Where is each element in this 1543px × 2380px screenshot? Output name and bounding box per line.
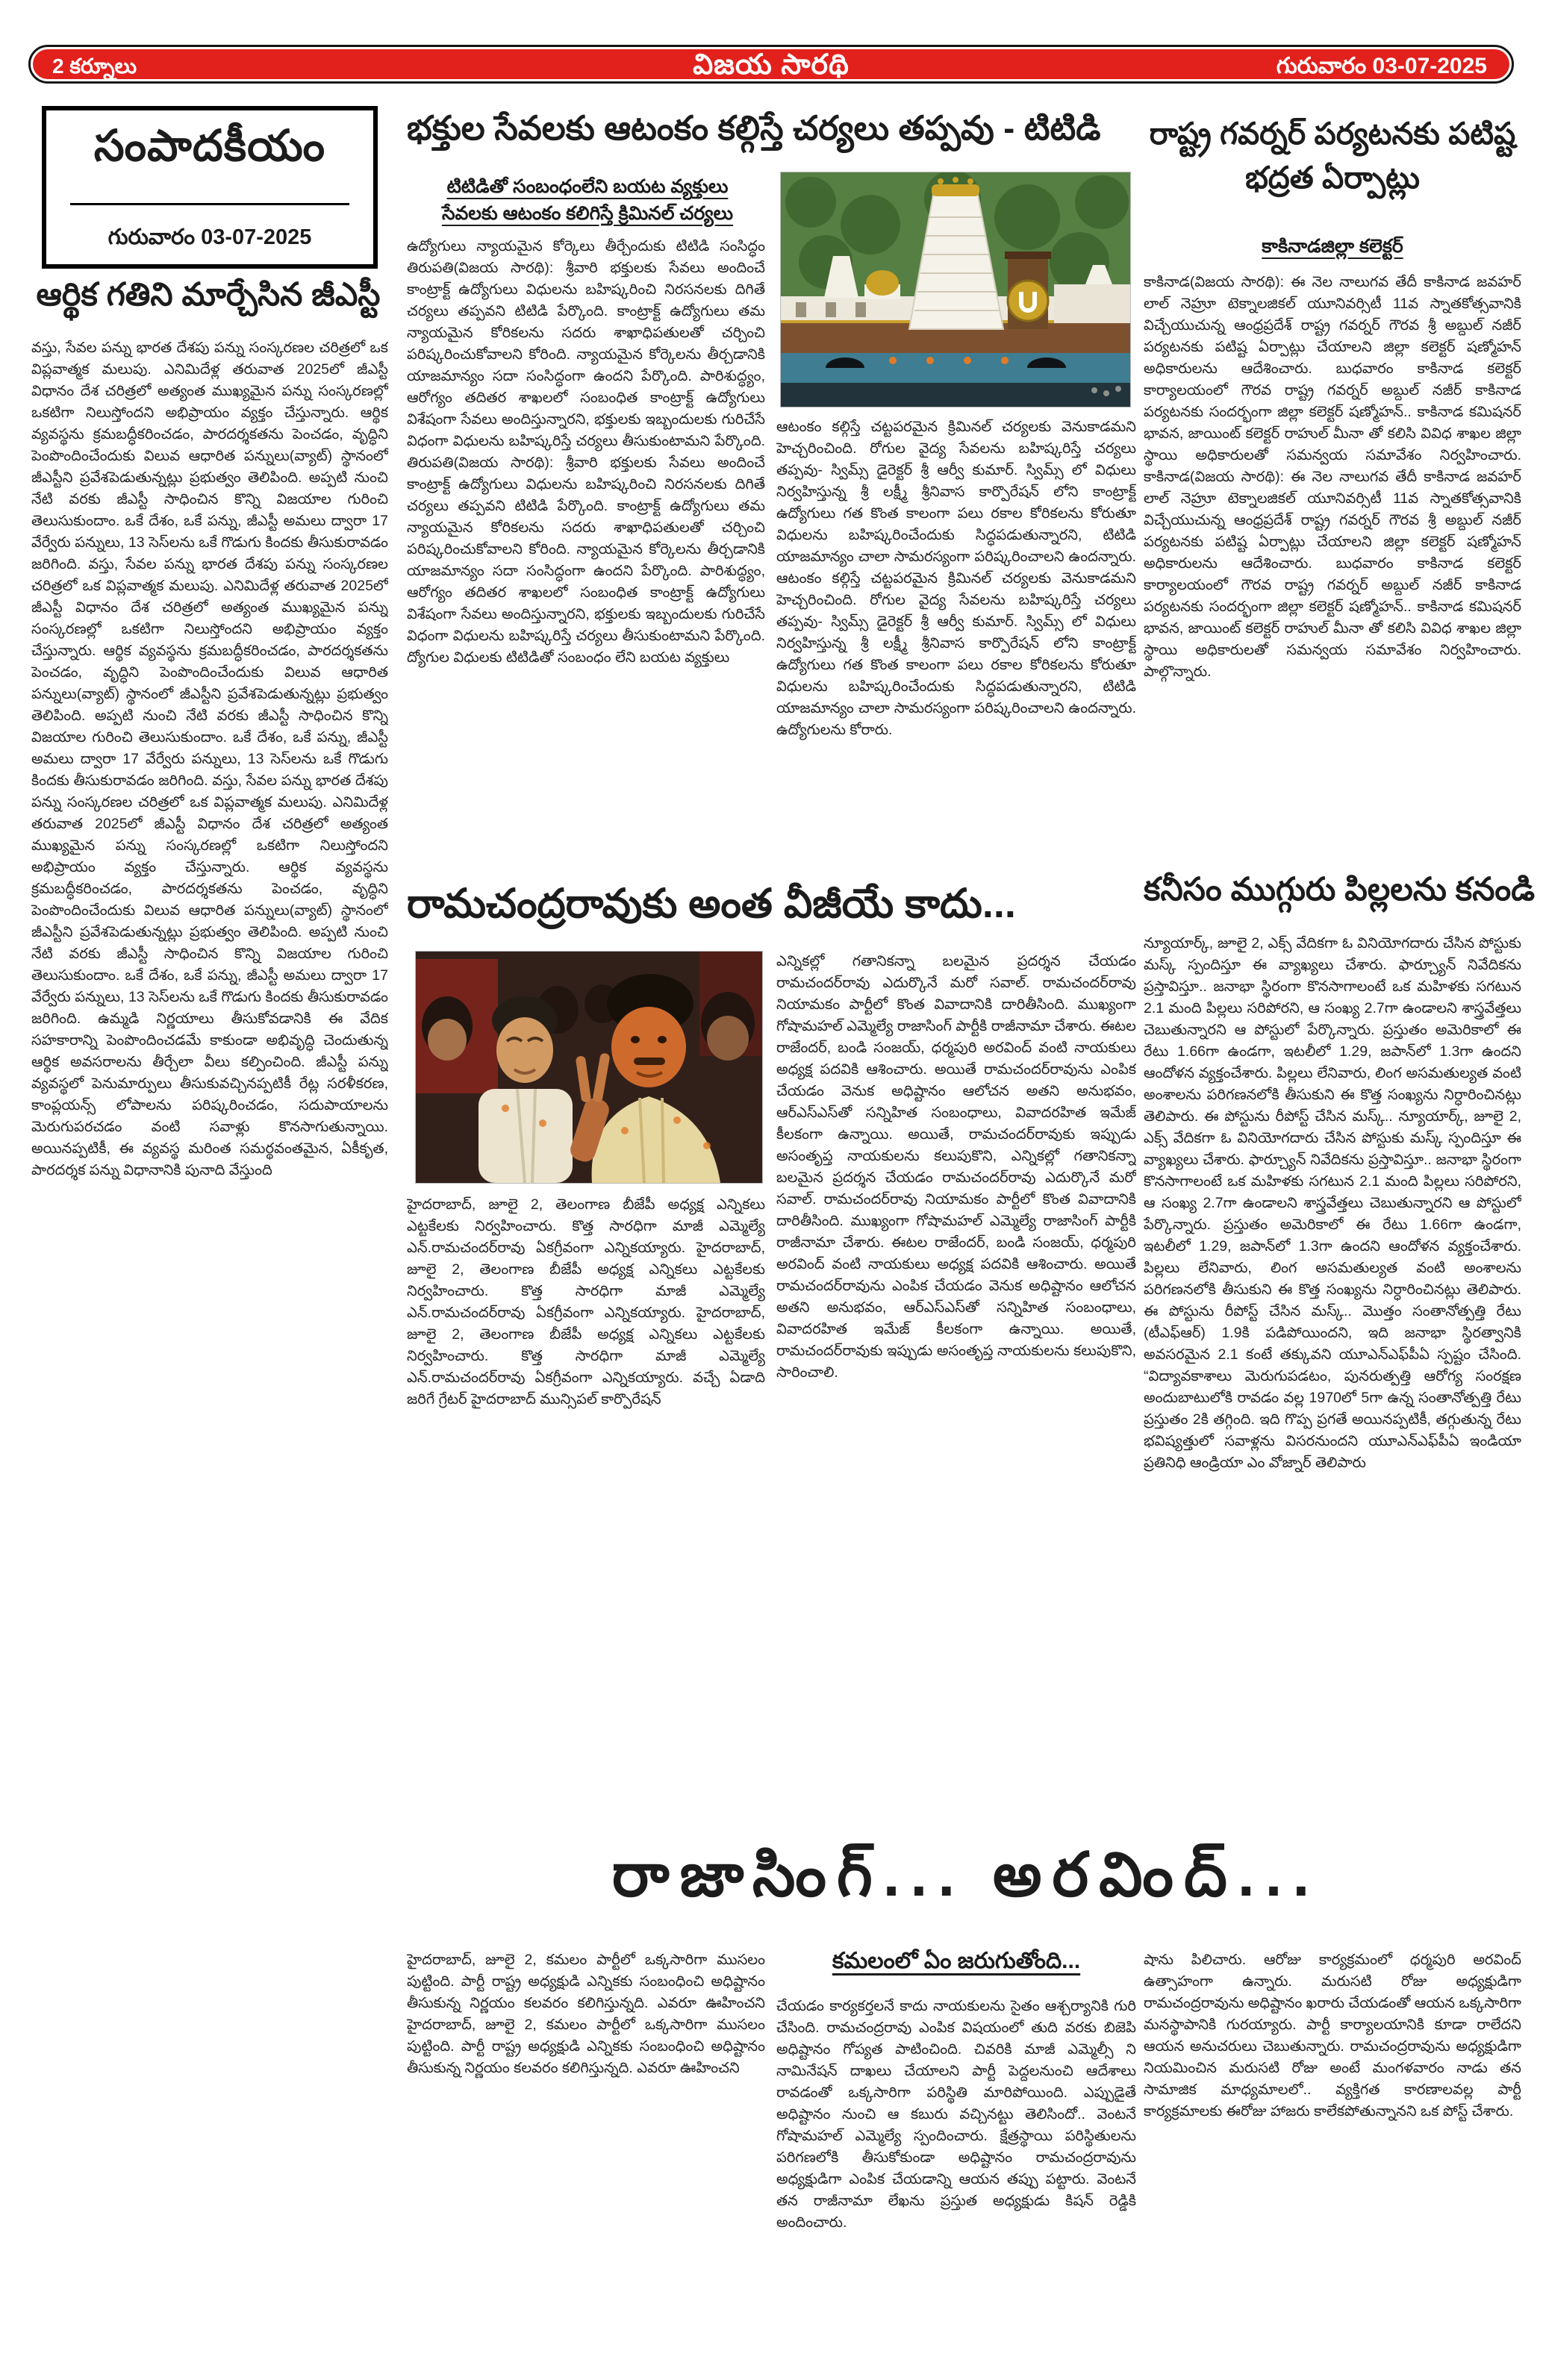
masthead-date: గురువారం 03-07-2025	[1276, 53, 1487, 78]
editorial-box-date: గురువారం 03-07-2025	[107, 225, 312, 249]
masthead-inner	[33, 49, 1509, 79]
children-article-headline: కనీసం ముగ్గురు పిల్లలను కనండి	[1144, 872, 1536, 908]
editorial-body-ending: ఉమ్మడి నిర్ణయాలు తీసుకోవడానికి ఈ వేదిక సహకారాన్ని పెంపొందించడమే కాకుండా అభివృద్ధి చెందుతున్న ఆర్థిక అవసరాలను తీర్చేలా వీలు కల్పించింది. జీఎస్టీ పన్ను వ్యవస్థలో పెనుమార్పులు తీసుకువచ్చినప్పటికీ రేట్ల సరళీకరణ, కాంప్లయన్స్ లోపాలను పరిష్కరించడం, సదుపాయాలను మెరుగుపరచడం వంటి సవాళ్లు కొనసాగుతున్నాయి. అయినప్పటికీ, ఈ వ్యవస్థ మరింత సమర్థవంతమైన, ఏకీకృత, పారదర్శక పన్ను విధానానికి పునాది వేస్తుంది	[31, 1011, 388, 1178]
ramchander-body-column-1	[407, 1194, 765, 1833]
bjp-leaders-photo	[415, 951, 763, 1184]
editorial-box	[42, 106, 378, 269]
children-body-text: న్యూయార్క్, జూలై 2, ఎక్స్ వేదికగా ఓ వినియోగదారు చేసిన పోస్టుకు మస్క్ స్పందిస్తూ ఈ వ్యాఖ్యలు చేశారు. ఫార్చ్యూన్ నివేదికను ప్రస్తావిస్తూ.. జనాభా స్థిరంగా కొనసాగాలంటే ఒక మహిళకు సగటున 2.1 మంది పిల్లలు సరిపోరని, ఆ సంఖ్య 2.7గా ఉండాలని శాస్త్రవేత్తలు చెబుతున్నారని ఆ పోస్టులో పేర్కొన్నారు. ప్రస్తుతం అమెరికాలో ఈ రేటు 1.66గా ఉండగా, ఇటలీలో 1.29, జపాన్‌లో 1.3గా ఉందని ఆందోళన వ్యక్తంచేశారు. పిల్లలు లేనివారు, లింగ అసమతుల్యత వంటి అంశాలను పరిగణనలోకి తీసుకుని ఈ కొత్త సంఖ్యను నిర్ధారించినట్లు తెలిపారు. ఈ పోస్టును రీపోస్ట్ చేసిన మస్క్.. న్యూయార్క్, జూలై 2, ఎక్స్ వేదికగా ఓ వినియోగదారు చేసిన పోస్టుకు మస్క్ స్పందిస్తూ ఈ వ్యాఖ్యలు చేశారు. ఫార్చ్యూన్ నివేదికను ప్రస్తావిస్తూ.. జనాభా స్థిరంగా కొనసాగాలంటే ఒక మహిళకు సగటున 2.1 మంది పిల్లలు సరిపోరని, ఆ సంఖ్య 2.7గా ఉండాలని శాస్త్రవేత్తలు చెబుతున్నారని ఆ పోస్టులో పేర్కొన్నారు. ప్రస్తుతం అమెరికాలో ఈ రేటు 1.66గా ఉండగా, ఇటలీలో 1.29, జపాన్‌లో 1.3గా ఉందని ఆందోళన వ్యక్తంచేశారు. పిల్లలు లేనివారు, లింగ అసమతుల్యత వంటి అంశాలను పరిగణనలోకి తీసుకుని ఈ కొత్త సంఖ్యను నిర్ధారించినట్లు తెలిపారు. ఈ పోస్టును రీపోస్ట్ చేసిన మస్క్..	[1144, 935, 1521, 1319]
rajasingh-body-column-3	[1144, 1949, 1521, 2358]
ttd-deck-line-1: టిటిడితో సంబంధంలేని బయట వ్యక్తులు	[446, 176, 729, 197]
editorial-body	[31, 337, 388, 2352]
rajasingh-col1-text: హైదరాబాద్, జూలై 2, కమలం పార్టీలో ఒక్కసారిగా ముసలం పుట్టింది. పార్టీ రాష్ట్ర అధ్యక్షుడి ఎన్నికకు సంబంధించి అధిష్టానం తీసుకున్న నిర్ణయం కలవరం కలిగిస్తున్నది. ఎవరూ ఊహించని హైదరాబాద్, జూలై 2, కమలం పార్టీలో ఒక్కసారిగా ముసలం పుట్టింది. పార్టీ రాష్ట్ర అధ్యక్షుడి ఎన్నికకు సంబంధించి అధిష్టానం తీసుకున్న నిర్ణయం కలవరం కలిగిస్తున్నది. ఎవరూ ఊహించని	[407, 1952, 765, 2076]
ttd-body-col1-text: తిరుపతి(విజయ సారథి): శ్రీవారి భక్తులకు సేవలు అందించే కాంట్రాక్ట్ ఉద్యోగులు విధులను బహిష్కరించి నిరసనలకు దిగితే చర్యలు తప్పవని టిటిడి పేర్కొంది. కాంట్రాక్ట్ ఉద్యోగులు తమ న్యాయమైన కోరికలను సదరు శాఖాధిపతులతో చర్చించి పరిష్కరించుకోవాలని కోరింది. న్యాయమైన కోర్కెలను తీర్చడానికి యాజమాన్యం సదా సంసిద్ధంగా ఉందని పేర్కొంది. పారిశుద్ధ్యం, ఆరోగ్యం తదితర శాఖలలో సంబంధిత కాంట్రాక్ట్ ఉద్యోగులు విశేషంగా సేవలు అందిస్తున్నారని, భక్తులకు ఇబ్బందులకు గురిచేసే విధంగా విధులను బహిష్కరిస్తే చర్యలు తీసుకుంటామని పేర్కొంది. తిరుపతి(విజయ సారథి): శ్రీవారి భక్తులకు సేవలు అందించే కాంట్రాక్ట్ ఉద్యోగులు విధులను బహిష్కరించి నిరసనలకు దిగితే చర్యలు తప్పవని టిటిడి పేర్కొంది. కాంట్రాక్ట్ ఉద్యోగులు తమ న్యాయమైన కోరికలను సదరు శాఖాధిపతులతో చర్చించి పరిష్కరించుకోవాలని కోరింది. న్యాయమైన కోర్కెలను తీర్చడానికి యాజమాన్యం సదా సంసిద్ధంగా ఉందని పేర్కొంది. పారిశుద్ధ్యం, ఆరోగ్యం తదితర శాఖలలో సంబంధిత కాంట్రాక్ట్ ఉద్యోగులు విశేషంగా సేవలు అందిస్తున్నారని, భక్తులకు ఇబ్బందులకు గురిచేసే విధంగా విధులను బహిష్కరిస్తే చర్యలు తీసుకుంటామని పేర్కొంది.	[407, 260, 765, 644]
ttd-body-col1-ending: ద్యోగుల విధులకు టిటిడితో సంబంధం లేని బయట వ్యక్తులు	[407, 649, 730, 666]
ttd-deck-line-2: సేవలకు ఆటంకం కలిగిస్తే క్రిమినల్ చర్యలు	[441, 203, 734, 224]
editorial-body-text: వస్తు, సేవల పన్ను భారత దేశపు పన్ను సంస్కరణల చరిత్రలో ఒక విప్లవాత్మక మలుపు. ఎనిమిదేళ్ల తరువాత 2025లో జీఎస్టీ విధానం దేశ చరిత్రలో అత్యంత ముఖ్యమైన పన్ను సంస్కరణల్లో ఒకటిగా నిలుస్తోందని అభిప్రాయం వ్యక్తం చేస్తున్నారు. ఆర్థిక వ్యవస్థను క్రమబద్ధీకరించడం, పారదర్శకతను పెంచడం, వృద్ధిని పెంపొందించేందుకు విలువ ఆధారిత పన్నులు(వ్యాట్) స్థానంలో జీఎస్టీని ప్రవేశపెడుతున్నట్లు ప్రభుత్వం తెలిపింది. అప్పటి నుంచి నేటి వరకు జీఎస్టీ సాధించిన కొన్ని విజయాల గురించి తెలుసుకుందాం. ఒకే దేశం, ఒకే పన్ను, జీఎస్టీ అమలు ద్వారా 17 వేర్వేరు పన్నులు, 13 సెస్‌లను ఒకే గొడుగు కిందకు తీసుకురావడం జరిగింది. వస్తు, సేవల పన్ను భారత దేశపు పన్ను సంస్కరణల చరిత్రలో ఒక విప్లవాత్మక మలుపు. ఎనిమిదేళ్ల తరువాత 2025లో జీఎస్టీ విధానం దేశ చరిత్రలో అత్యంత ముఖ్యమైన పన్ను సంస్కరణల్లో ఒకటిగా నిలుస్తోందని అభిప్రాయం వ్యక్తం చేస్తున్నారు. ఆర్థిక వ్యవస్థను క్రమబద్ధీకరించడం, పారదర్శకతను పెంచడం, వృద్ధిని పెంపొందించేందుకు విలువ ఆధారిత పన్నులు(వ్యాట్) స్థానంలో జీఎస్టీని ప్రవేశపెడుతున్నట్లు ప్రభుత్వం తెలిపింది. అప్పటి నుంచి నేటి వరకు జీఎస్టీ సాధించిన కొన్ని విజయాల గురించి తెలుసుకుందాం. ఒకే దేశం, ఒకే పన్ను, జీఎస్టీ అమలు ద్వారా 17 వేర్వేరు పన్నులు, 13 సెస్‌లను ఒకే గొడుగు కిందకు తీసుకురావడం జరిగింది. వస్తు, సేవల పన్ను భారత దేశపు పన్ను సంస్కరణల చరిత్రలో ఒక విప్లవాత్మక మలుపు. ఎనిమిదేళ్ల తరువాత 2025లో జీఎస్టీ విధానం దేశ చరిత్రలో అత్యంత ముఖ్యమైన పన్ను సంస్కరణల్లో ఒకటిగా నిలుస్తోందని అభిప్రాయం వ్యక్తం చేస్తున్నారు. ఆర్థిక వ్యవస్థను క్రమబద్ధీకరించడం, పారదర్శకతను పెంచడం, వృద్ధిని పెంపొందించేందుకు విలువ ఆధారిత పన్నులు(వ్యాట్) స్థానంలో జీఎస్టీని ప్రవేశపెడుతున్నట్లు ప్రభుత్వం తెలిపింది. అప్పటి నుంచి నేటి వరకు జీఎస్టీ సాధించిన కొన్ని విజయాల గురించి తెలుసుకుందాం. ఒకే దేశం, ఒకే పన్ను, జీఎస్టీ అమలు ద్వారా 17 వేర్వేరు పన్నులు, 13 సెస్‌లను ఒకే గొడుగు కిందకు తీసుకురావడం జరిగింది.	[31, 340, 388, 1027]
ramchander-col2-text: ఎన్నికల్లో గతానికన్నా బలమైన ప్రదర్శన చేయడం రామచందర్‌రావు ఎదుర్కొనే మరో సవాల్. రామచందర్‌రావు నియామకం పార్టీలో కొంత వివాదానికి దారితీసింది. ముఖ్యంగా గోషామహల్ ఎమ్మెల్యే రాజాసింగ్ పార్టీకి రాజీనామా చేశారు. ఈటల రాజేందర్, బండి సంజయ్, ధర్మపురి అరవింద్ వంటి నాయకులు అధ్యక్ష పదవికి ఆశించారు. అయితే రామచందర్‌రావును ఎంపిక చేయడం వెనుక అధిష్టానం ఆలోచన అతని అనుభవం, ఆర్ఎస్ఎస్‌తో సన్నిహిత సంబంధాలు, వివాదరహిత ఇమేజ్ కీలకంగా ఉన్నాయి. అయితే, రామచందర్‌రావుకు ఇప్పుడు అసంతృప్త నాయకులను కలుపుకొని, ఎన్నికల్లో గతానికన్నా బలమైన ప్రదర్శన చేయడం రామచందర్‌రావు ఎదుర్కొనే మరో సవాల్. రామచందర్‌రావు నియామకం పార్టీలో కొంత వివాదానికి దారితీసింది. ముఖ్యంగా గోషామహల్ ఎమ్మెల్యే రాజాసింగ్ పార్టీకి రాజీనామా చేశారు. ఈటల రాజేందర్, బండి సంజయ్, ధర్మపురి అరవింద్ వంటి నాయకులు అధ్యక్ష పదవికి ఆశించారు. అయితే రామచందర్‌రావును ఎంపిక చేయడం వెనుక అధిష్టానం ఆలోచన అతని అనుభవం, ఆర్ఎస్ఎస్‌తో సన్నిహిత సంబంధాలు, వివాదరహిత ఇమేజ్ కీలకంగా ఉన్నాయి. అయితే, రామచందర్‌రావుకు ఇప్పుడు అసంతృప్త నాయకులను కలుపుకొని,	[776, 953, 1136, 1359]
governor-body	[1144, 272, 1521, 846]
editorial-headline: ఆర్థిక గతిని మార్చేసిన జీఎస్టీ	[36, 277, 381, 313]
ttd-body-lead: ఉద్యోగులు న్యాయమైన కోర్కెలు తీర్చేందుకు టిటిడి సంసిద్ధం	[407, 238, 765, 254]
ttd-body-column-1	[407, 236, 765, 873]
rajasingh-col3-text: షాను పిలిచారు. ఆరోజు కార్యక్రమంలో ధర్మపురి అరవింద్ ఉత్సాహంగా ఉన్నారు. మరుసటి రోజు అధ్యక్షుడిగా రామచంద్రరావును అధిష్టానం ఖరారు చేయడంతో ఆయన ఒక్కసారిగా మనస్థాపానికి గురయ్యారు. పార్టీ కార్యాలయానికి కూడా రాలేదని ఆయన అనుచరులు చెబుతున్నారు. రామచంద్రరావును అధ్యక్షుడిగా నియమించిన మరుసటి రోజు అంటే మంగళవారం నాడు తన సామాజిక మాధ్యమాలలో.. వ్యక్తిగత కారణాలవల్ల పార్టీ కార్యక్రమాలకు ఈరోజు హాజరు కాలేకపోతున్నానని ఒక పోస్ట్ చేశారు.	[1144, 1952, 1521, 2120]
ramchander-col1-text: హైదరాబాద్, జూలై 2, తెలంగాణ బీజేపీ అధ్యక్ష ఎన్నికలు ఎట్టకేలకు నిర్వహించారు. కొత్త సారధిగా మాజీ ఎమ్మెల్యే ఎన్.రామచందర్‌రావు ఏకగ్రీవంగా ఎన్నికయ్యారు. హైదరాబాద్, జూలై 2, తెలంగాణ బీజేపీ అధ్యక్ష ఎన్నికలు ఎట్టకేలకు నిర్వహించారు. కొత్త సారధిగా మాజీ ఎమ్మెల్యే ఎన్.రామచందర్‌రావు ఏకగ్రీవంగా ఎన్నికయ్యారు. హైదరాబాద్, జూలై 2, తెలంగాణ బీజేపీ అధ్యక్ష ఎన్నికలు ఎట్టకేలకు నిర్వహించారు. కొత్త సారధిగా మాజీ ఎమ్మెల్యే ఎన్.రామచందర్‌రావు ఏకగ్రీవంగా ఎన్నికయ్యారు.	[407, 1196, 765, 1386]
rajasingh-col2-text: చేయడం కార్యకర్తలనే కాదు నాయకులను సైతం ఆశ్చర్యానికి గురి చేసింది. రామచంద్రరావు ఎంపిక విషయంలో తుది వరకు బిజెపి అధిష్టానం గోప్యత పాటించింది. చివరికి మాజీ ఎమ్మెల్సీ ని నామినేషన్ దాఖలు చేయాలని పార్టీ పెద్దలనుంచి ఆదేశాలు రావడంతో ఒక్కసారిగా పరిస్థితి మారిపోయింది. ఎప్పుడైతే అధిష్టానం నుంచి ఆ కబురు వచ్చినట్టు తెలిసిందో.. వెంటనే గోషామహల్ ఎమ్మెల్యే స్పందించారు. క్షేత్రస్థాయి పరిస్థితులను పరిగణలోకి తీసుకోకుండా అధిష్టానం రామచంద్రరావును అధ్యక్షుడిగా ఎంపిక చేయడాన్ని ఆయన తప్పు పట్టారు. వెంటనే తన రాజీనామా లేఖను ప్రస్తుత అధ్యక్షుడు కిషన్ రెడ్డికి అందించారు.	[776, 1998, 1136, 2231]
tirumala-temple-photo	[780, 172, 1131, 407]
ttd-article-headline: భక్తుల సేవలకు ఆటంకం కల్గిస్తే చర్యలు తప్పవు - టిటిడి	[407, 109, 1101, 147]
children-article-body	[1144, 933, 1521, 1823]
paper-title: విజయ సారథి	[693, 49, 850, 81]
governor-body-ending: పాల్గొన్నారు.	[1144, 663, 1212, 680]
ttd-deck-lines	[409, 173, 766, 227]
rajasingh-article-headline: రాజాసింగ్... అరవింద్...	[611, 1841, 1321, 1909]
temple-photo-illustration	[781, 172, 1130, 407]
governor-deck-line: కాకినాడజిల్లా కలెక్టర్	[1262, 236, 1403, 257]
governor-article-headline: రాష్ట్ర గవర్నర్ పర్యటనకు పటిష్ట భద్రత ఏర్పాట్లు	[1149, 116, 1516, 196]
rajasingh-body-column-2	[776, 1996, 1136, 2358]
page-number-label: 2 కర్నూలు	[52, 54, 137, 78]
ttd-body-col2-text: ఆటంకం కల్గిస్తే చట్టపరమైన క్రిమినల్ చర్యలకు వెనుకాడమని హెచ్చరించింది. రోగుల వైద్య సేవలను బహిష్కరిస్తే చర్యలు తప్పవు- స్విమ్స్ డైరెక్టర్ శ్రీ ఆర్వీ కుమార్. స్విమ్స్ లో విధులు నిర్వహిస్తున్న శ్రీ లక్ష్మీ శ్రీనివాస కార్పొరేషన్ లోని కాంట్రాక్ట్ ఉద్యోగులు గత కొంత కాలంగా పలు రకాల కోరికలను కోరుతూ విధులను బహిష్కరించేందుకు సిద్ధపడుతున్నారని, టిటిడి యాజమాన్యం చాలా సామరస్యంగా పరిష్కరించాలని ఉందన్నారు. ఆటంకం కల్గిస్తే చట్టపరమైన క్రిమినల్ చర్యలకు వెనుకాడమని హెచ్చరించింది. రోగుల వైద్య సేవలను బహిష్కరిస్తే చర్యలు తప్పవు- స్విమ్స్ డైరెక్టర్ శ్రీ ఆర్వీ కుమార్. స్విమ్స్ లో విధులు నిర్వహిస్తున్న శ్రీ లక్ష్మీ శ్రీనివాస కార్పొరేషన్ లోని కాంట్రాక్ట్ ఉద్యోగులు గత కొంత కాలంగా పలు రకాల కోరికలను కోరుతూ విధులను బహిష్కరించేందుకు సిద్ధపడుతున్నారని, టిటిడి యాజమాన్యం చాలా సామరస్యంగా పరిష్కరించాలని ఉందన్నారు.	[776, 419, 1136, 716]
ramchander-body-column-2	[776, 951, 1136, 1833]
editorial-box-title: సంపాదకీయం	[93, 122, 326, 170]
ramchander-col2-ending: సారించాలి.	[776, 1364, 838, 1381]
ttd-body-col2-ending: ఉద్యోగులను కోరారు.	[776, 722, 893, 738]
children-body-ending: మొత్తం సంతానోత్పత్తి రేటు (టీఎఫ్ఆర్) 1.9కి పడిపోయిందని, ఇది జనాభా స్థిరత్వానికి అవసరమైన 2.1 కంటే తక్కువని యూఎన్ఎఫ్‌పీఏ స్పష్టం చేసింది. “విద్యావకాశాలు మెరుగుపడటం, పునరుత్పత్తి ఆరోగ్య సంరక్షణ అందుబాటులోకి రావడం వల్ల 1970లో 5గా ఉన్న సంతానోత్పత్తి రేటు ప్రస్తుతం 2కి తగ్గింది. ఇది గొప్ప ప్రగతే అయినప్పటికీ, తగ్గుతున్న రేటు భవిష్యత్తులో సవాళ్లను విసరనుందని యూఎన్ఎఫ్‌పీఏ ఇండియా ప్రతినిధి ఆండ్రియా ఎం వోజ్నార్ తెలిపారు	[1144, 1303, 1521, 1471]
ramchander-article-headline: రామచంద్రరావుకు అంత వీజీయే కాదు...	[407, 881, 1016, 926]
rajasingh-body-column-1	[407, 1949, 765, 2358]
ramchander-col1-ending: వచ్చే ఏడాది జరిగే గ్రేటర్ హైదరాబాద్ మున్సిపల్ కార్పొరేషన్	[407, 1369, 765, 1408]
ttd-body-column-2	[776, 416, 1136, 872]
masthead-bar	[28, 45, 1514, 84]
editorial-box-divider	[70, 203, 349, 205]
governor-body-text: కాకినాడ(విజయ సారథి): ఈ నెల నాలుగవ తేదీ కాకినాడ జవహర్ లాల్ నెహ్రూ టెక్నాలజికల్ యూనివర్సిటీ 11వ స్నాతకోత్సవానికి విచ్చేయుచున్న ఆంధ్రప్రదేశ్ రాష్ట్ర గవర్నర్ గౌరవ శ్రీ అబ్దుల్ నజీర్ పర్యటనకు పటిష్ట ఏర్పాట్లు చేయాలని జిల్లా కలెక్టర్ షణ్మోహన్ అధికారులను ఆదేశించారు. బుధవారం కాకినాడ కలెక్టర్ కార్యాలయంలో గౌరవ రాష్ట్ర గవర్నర్ అబ్దుల్ నజీర్ కాకినాడ పర్యటనకు సందర్భంగా జిల్లా కలెక్టర్ షణ్మోహన్.. కాకినాడ కమిషనర్ భావన, జాయింట్ కలెక్టర్ రాహుల్ మీనా తో కలిసి వివిధ శాఖల జిల్లా స్థాయి అధికారులతో సమన్వయ సమావేశం నిర్వహించారు. కాకినాడ(విజయ సారథి): ఈ నెల నాలుగవ తేదీ కాకినాడ జవహర్ లాల్ నెహ్రూ టెక్నాలజికల్ యూనివర్సిటీ 11వ స్నాతకోత్సవానికి విచ్చేయుచున్న ఆంధ్రప్రదేశ్ రాష్ట్ర గవర్నర్ గౌరవ శ్రీ అబ్దుల్ నజీర్ పర్యటనకు పటిష్ట ఏర్పాట్లు చేయాలని జిల్లా కలెక్టర్ షణ్మోహన్ అధికారులను ఆదేశించారు. బుధవారం కాకినాడ కలెక్టర్ కార్యాలయంలో గౌరవ రాష్ట్ర గవర్నర్ అబ్దుల్ నజీర్ కాకినాడ పర్యటనకు సందర్భంగా జిల్లా కలెక్టర్ షణ్మోహన్.. కాకినాడ కమిషనర్ భావన, జాయింట్ కలెక్టర్ రాహుల్ మీనా తో కలిసి వివిధ శాఖల జిల్లా స్థాయి అధికారులతో సమన్వయ సమావేశం నిర్వహించారు.	[1144, 274, 1521, 658]
rajasingh-subhead: కమలంలో ఏం జరుగుతోంది...	[832, 1949, 1081, 1973]
leaders-photo-illustration	[416, 952, 762, 1183]
